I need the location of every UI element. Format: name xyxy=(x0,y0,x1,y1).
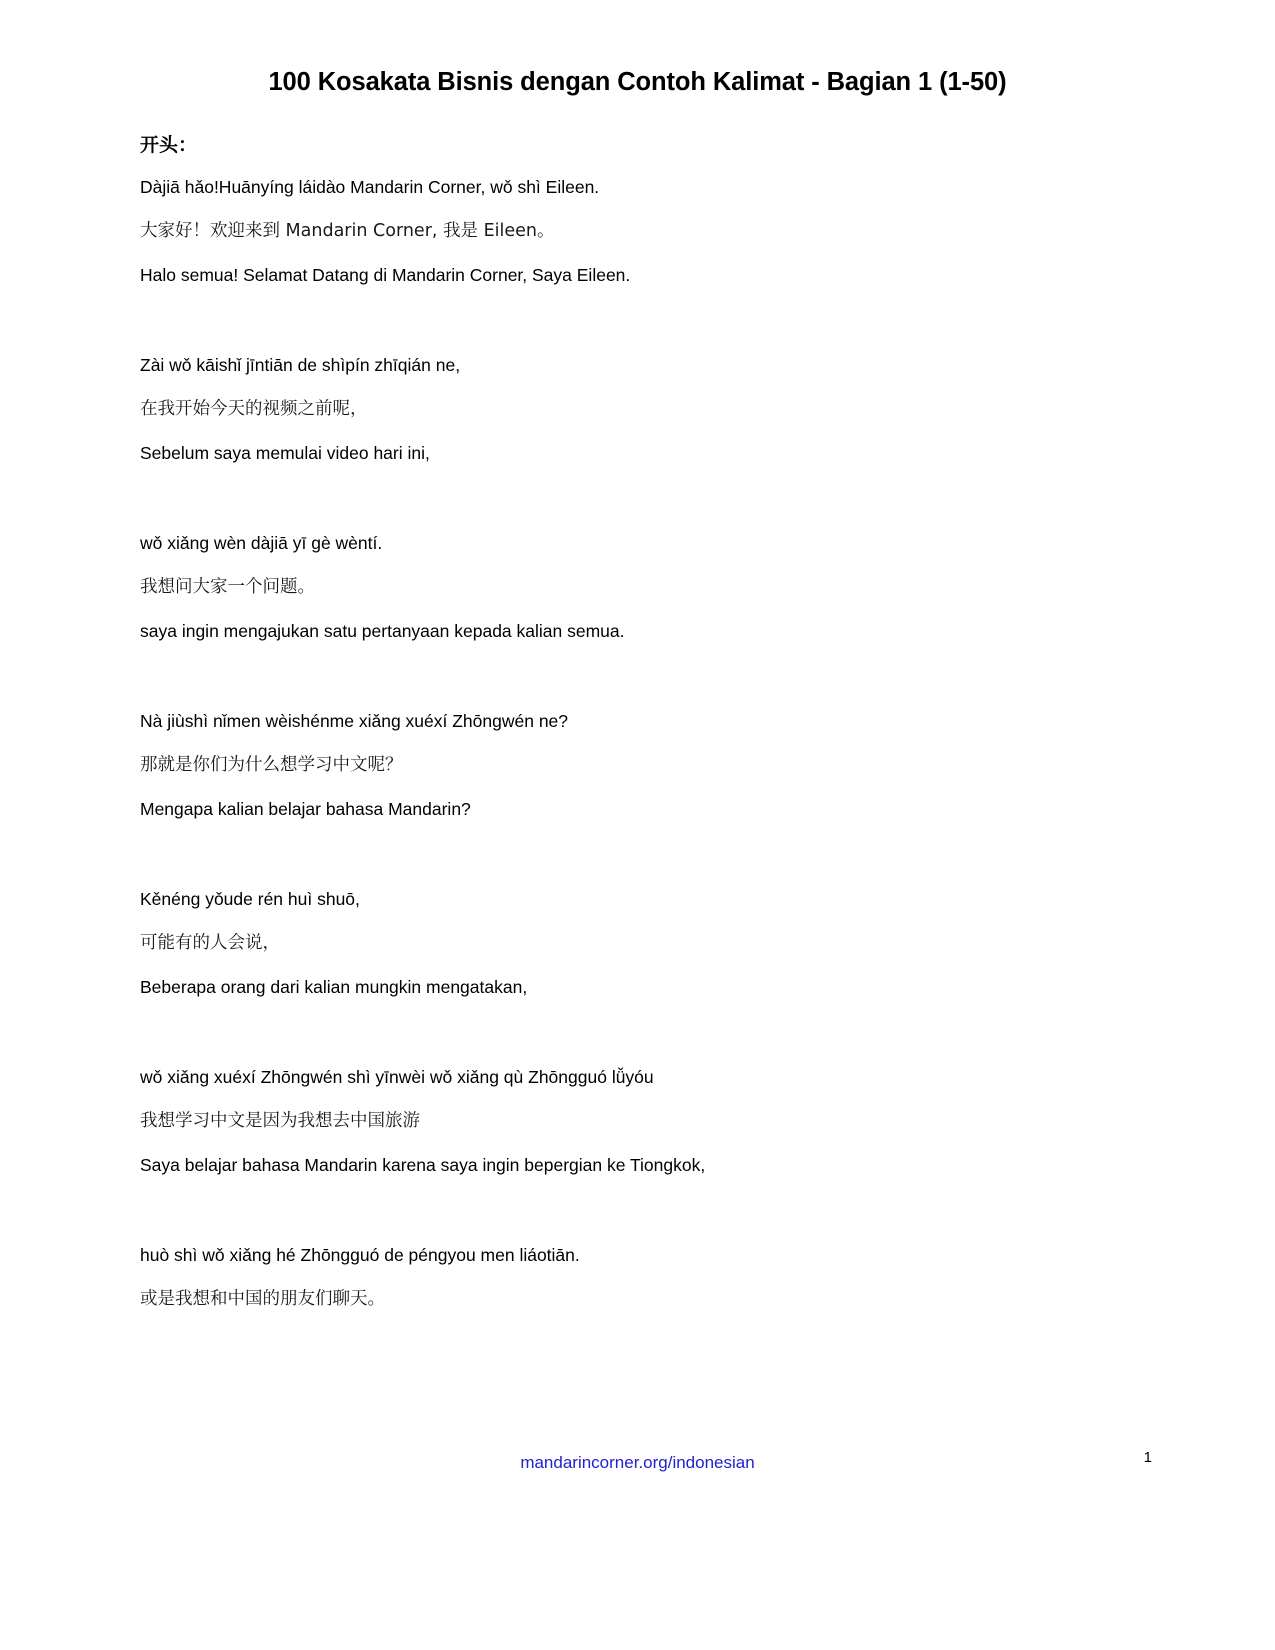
footer-link-text[interactable]: mandarincorner.org/indonesian xyxy=(520,1453,755,1472)
chinese-line: 那就是你们为什么想学习中文呢？ xyxy=(140,755,403,775)
pinyin-line: Kěnéng yǒude rén huì shuō, xyxy=(140,889,360,909)
text-block xyxy=(140,877,1140,1009)
text-block xyxy=(140,699,1140,831)
indonesian-line: Beberapa orang dari kalian mungkin mengatakan, xyxy=(140,977,528,997)
text-block xyxy=(140,165,1140,297)
pinyin-line: wǒ xiǎng xuéxí Zhōngwén shì yīnwèi wǒ xiǎng qù Zhōngguó lǚyóu xyxy=(140,1067,654,1087)
indonesian-line: Saya belajar bahasa Mandarin karena saya ingin bepergian ke Tiongkok, xyxy=(140,1155,706,1175)
chinese-line: 可能有的人会说， xyxy=(140,933,280,953)
chinese-line: 我想学习中文是因为我想去中国旅游 xyxy=(140,1111,420,1131)
pinyin-line: Dàjiā hǎo!Huānyíng láidào Mandarin Corner, wǒ shì Eileen. xyxy=(140,177,600,197)
page-number: 1 xyxy=(1143,1449,1152,1466)
document-body xyxy=(140,136,1140,1367)
pinyin-line: huò shì wǒ xiǎng hé Zhōngguó de péngyou men liáotiān. xyxy=(140,1245,580,1265)
section-heading: 开头： xyxy=(140,134,198,156)
pinyin-line: Nà jiùshì nǐmen wèishénme xiǎng xuéxí Zhōngwén ne? xyxy=(140,711,569,731)
chinese-line: 或是我想和中国的朋友们聊天。 xyxy=(140,1289,385,1309)
page-title: 100 Kosakata Bisnis dengan Contoh Kalimat - Bagian 1 (1-50) xyxy=(268,68,1007,96)
indonesian-line: saya ingin mengajukan satu pertanyaan kepada kalian semua. xyxy=(140,621,625,641)
text-block xyxy=(140,1233,1140,1321)
pinyin-line: wǒ xiǎng wèn dàjiā yī gè wèntí. xyxy=(140,533,383,553)
indonesian-line: Mengapa kalian belajar bahasa Mandarin? xyxy=(140,799,471,819)
pinyin-line: Zài wǒ kāishǐ jīntiān de shìpín zhīqián ne, xyxy=(140,355,461,375)
text-block xyxy=(140,343,1140,475)
text-block xyxy=(140,521,1140,653)
text-block xyxy=(140,1055,1140,1187)
footer-website-link[interactable] xyxy=(0,1453,1275,1473)
indonesian-line: Sebelum saya memulai video hari ini, xyxy=(140,443,430,463)
indonesian-line: Halo semua! Selamat Datang di Mandarin Corner, Saya Eileen. xyxy=(140,265,631,285)
chinese-line: 在我开始今天的视频之前呢， xyxy=(140,399,368,419)
chinese-line: 我想问大家一个问题。 xyxy=(140,577,315,597)
chinese-line: 大家好！欢迎来到 Mandarin Corner, 我是 Eileen。 xyxy=(140,221,555,241)
